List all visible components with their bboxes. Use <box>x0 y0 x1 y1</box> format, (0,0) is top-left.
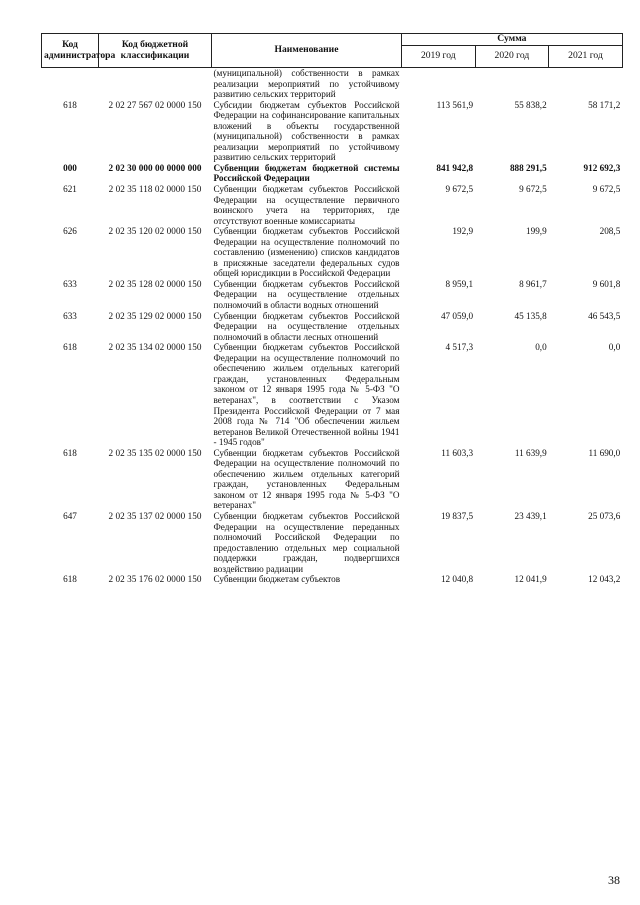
admin-code-cell: 618 <box>63 574 77 585</box>
table-row <box>42 311 623 343</box>
amount-2021-cell: 208,5 <box>599 226 621 237</box>
budget-code-cell: 2 02 30 000 00 0000 000 <box>108 162 202 173</box>
name-cell: Субвенции бюджетам субъектов Российской Федерации на осуществление отдельных полномочий в области водных отношений <box>213 278 400 311</box>
table-row <box>42 279 623 311</box>
header-year-2020: 2020 год <box>475 46 549 68</box>
table-row <box>42 342 623 447</box>
table-row <box>42 226 623 279</box>
header-name: Наименование <box>212 34 402 68</box>
admin-code-cell: 626 <box>63 226 77 237</box>
budget-code-cell <box>99 68 212 100</box>
amount-2020-cell: 12 041,9 <box>514 574 547 585</box>
amount-2021-cell: 46 543,5 <box>588 310 621 321</box>
amount-2019-cell: 11 603,3 <box>441 447 474 458</box>
table-row <box>42 68 623 100</box>
admin-code-cell: 618 <box>63 99 77 110</box>
header-sum: Сумма <box>402 34 623 46</box>
admin-code-cell: 633 <box>63 310 77 321</box>
amount-2019-cell: 12 040,8 <box>440 574 474 585</box>
amount-2021-cell: 912 692,3 <box>583 162 621 173</box>
amount-2021-cell <box>549 68 623 100</box>
admin-code-cell: 000 <box>63 162 77 173</box>
budget-code-cell: 2 02 35 128 02 0000 150 <box>108 278 202 289</box>
amount-2021-cell: 12 043,2 <box>588 574 621 585</box>
table-row <box>42 448 623 511</box>
budget-code-cell: 2 02 27 567 02 0000 150 <box>108 99 202 110</box>
budget-code-cell: 2 02 35 137 02 0000 150 <box>108 510 202 521</box>
table-row <box>42 163 623 184</box>
budget-code-cell: 2 02 35 176 02 0000 150 <box>108 574 202 585</box>
header-year-2019: 2019 год <box>402 46 476 68</box>
amount-2019-cell: 19 837,5 <box>440 510 474 521</box>
amount-2019-cell <box>402 68 476 100</box>
amount-2021-cell: 9 601,8 <box>592 278 621 289</box>
header-admin-code: Код администратора <box>42 34 99 68</box>
table-header <box>42 34 623 68</box>
amount-2021-cell: 9 672,5 <box>592 184 621 195</box>
budget-code-cell: 2 02 35 129 02 0000 150 <box>108 310 202 321</box>
admin-code-cell: 633 <box>63 278 77 289</box>
name-cell: Субвенции бюджетам бюджетной системы Российской Федерации <box>213 162 400 184</box>
amount-2019-cell: 8 959,1 <box>445 278 474 289</box>
amount-2020-cell: 8 961,7 <box>519 278 547 289</box>
amount-2019-cell: 4 517,3 <box>445 342 474 353</box>
amount-2021-cell: 11 690,0 <box>588 447 621 458</box>
name-cell: Субвенции бюджетам субъектов Российской Федерации на осуществление отдельных полномочий в области лесных отношений <box>213 310 400 342</box>
budget-code-cell: 2 02 35 118 02 0000 150 <box>108 184 202 195</box>
amount-2020-cell: 45 135,8 <box>514 310 547 321</box>
amount-2020-cell: 199,9 <box>526 226 547 237</box>
table-row <box>42 511 623 574</box>
amount-2020-cell: 23 439,1 <box>514 510 547 521</box>
budget-table <box>41 33 623 585</box>
amount-2019-cell: 9 672,5 <box>445 184 474 195</box>
amount-2019-cell: 47 059,0 <box>440 310 474 321</box>
name-cell: Субвенции бюджетам субъектов Российской Федерации на осуществление полномочий по составлению (изменению) списков кандидатов в присяжные заседатели федеральных судов общей юрисдикции в Российской Федерации <box>213 226 400 279</box>
amount-2020-cell: 888 291,5 <box>509 162 547 173</box>
amount-2020-cell: 55 838,2 <box>514 99 547 110</box>
admin-code-cell: 621 <box>63 184 77 195</box>
table-row <box>42 100 623 163</box>
name-cell: Субвенции бюджетам субъектов Российской Федерации на осуществление переданных полномочий Российской Федерации по предоставлению отдельных мер социальной поддержки граждан, подвергшихся воздействию радиации <box>213 510 400 574</box>
header-year-2021: 2021 год <box>549 46 623 68</box>
amount-2021-cell: 58 171,2 <box>588 99 621 110</box>
admin-code-cell: 647 <box>63 510 77 521</box>
name-cell: (муниципальной) собственности в рамках реализации мероприятий по устойчивому развитию сельских территорий <box>213 68 400 100</box>
name-cell: Субвенции бюджетам субъектов Российской Федерации на осуществление первичного воинского учета на территориях, где отсутствуют военные комиссариаты <box>213 184 400 226</box>
name-cell: Субвенции бюджетам субъектов Российской Федерации на осуществление полномочий по обеспечению жильем отдельных категорий граждан, установленных Федеральным законом от 12 января 1995 года № 5-ФЗ "О ветеранах", в соответствии с Указом Президента Российской Федерации от 7 мая 2008 года № 714 "Об обеспечении жильем ветеранов Великой Отечественной войны 1941 - 1945 годов" <box>213 342 400 448</box>
name-cell: Субсидии бюджетам субъектов Российской Федерации на софинансирование капитальных вложений в объекты государственной (муниципальной) собственности в рамках реализации мероприятий по устойчивому развитию сельских территорий <box>213 99 400 163</box>
amount-2020-cell: 0,0 <box>535 342 547 353</box>
name-cell: Субвенции бюджетам субъектов <box>213 574 341 585</box>
amount-2021-cell: 0,0 <box>608 342 621 353</box>
amount-2019-cell: 113 561,9 <box>436 99 474 110</box>
table-row <box>42 574 623 585</box>
admin-code-cell <box>42 68 99 100</box>
admin-code-cell: 618 <box>63 342 77 353</box>
amount-2021-cell: 25 073,6 <box>588 510 621 521</box>
budget-code-cell: 2 02 35 134 02 0000 150 <box>108 342 202 353</box>
amount-2020-cell: 11 639,9 <box>514 447 547 458</box>
admin-code-cell: 618 <box>63 447 77 458</box>
table-body <box>42 68 623 585</box>
table-row <box>42 184 623 226</box>
page-number: 38 <box>608 873 620 887</box>
budget-code-cell: 2 02 35 135 02 0000 150 <box>108 447 202 458</box>
amount-2019-cell: 841 942,8 <box>436 162 474 173</box>
header-budget-code: Код бюджетной классификации <box>99 34 212 68</box>
budget-code-cell: 2 02 35 120 02 0000 150 <box>108 226 202 237</box>
amount-2020-cell: 9 672,5 <box>519 184 547 195</box>
amount-2019-cell: 192,9 <box>452 226 474 237</box>
name-cell: Субвенции бюджетам субъектов Российской Федерации на осуществление полномочий по обеспечению жильем отдельных категорий граждан, установленных Федеральным законом от 12 января 1995 года № 5-ФЗ "О ветеранах" <box>213 447 400 511</box>
amount-2020-cell <box>475 68 549 100</box>
